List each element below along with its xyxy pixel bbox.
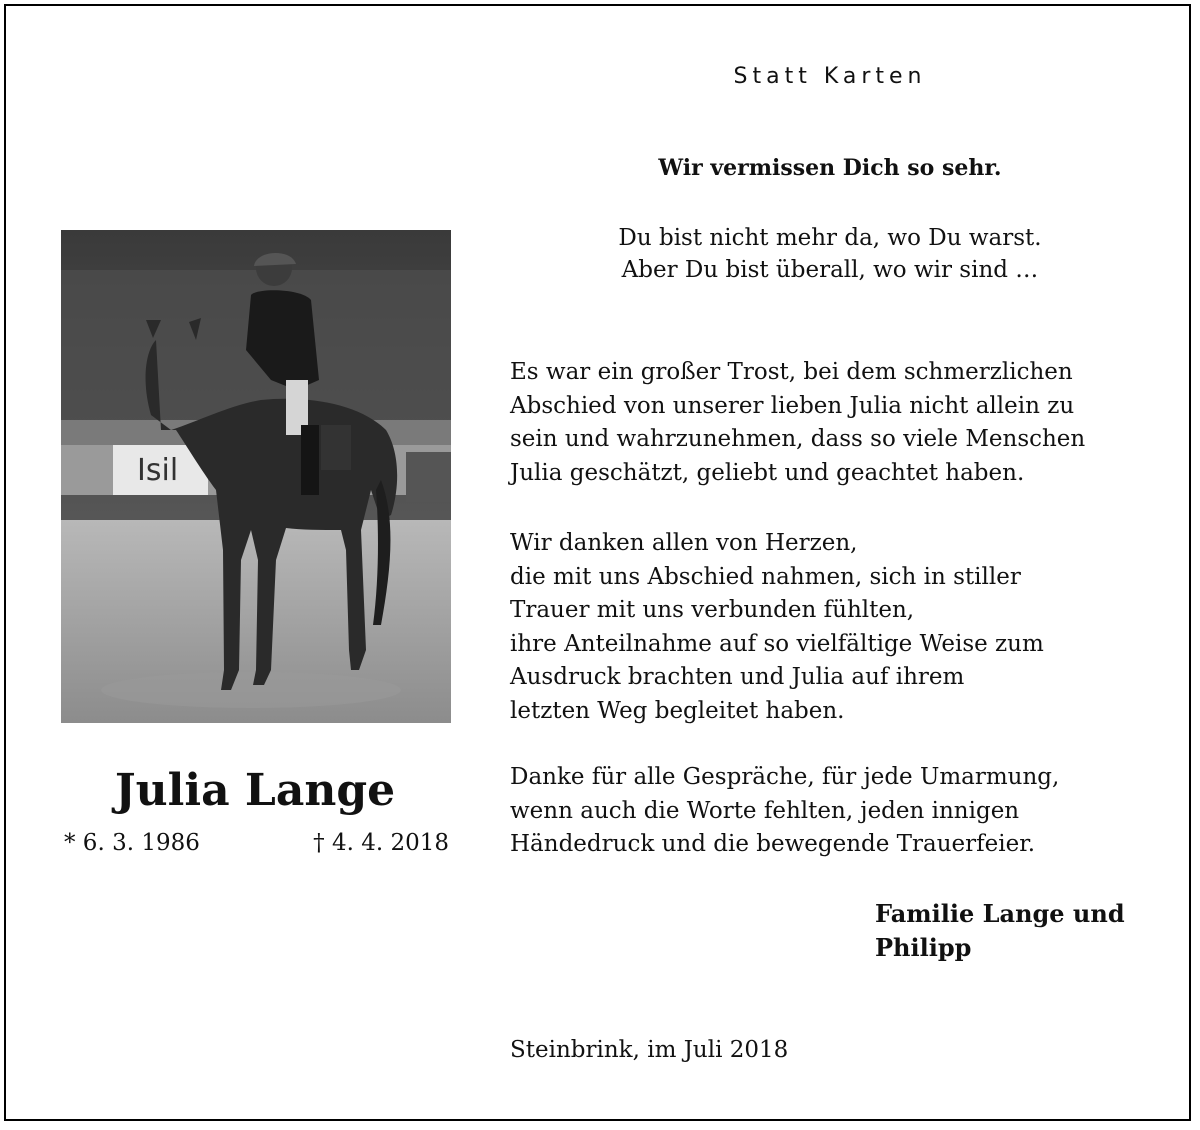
signature-line: Philipp [875,933,972,962]
deceased-name: Julia Lange [114,765,396,816]
text-line: Trauer mit uns verbunden fühlten, [510,597,915,623]
paragraph-thanks-all [510,527,1170,728]
paragraph-thanks-comfort [510,356,1170,490]
text-line: ihre Anteilnahme auf so vielfältige Weise zum [510,630,1044,657]
death-date: † 4. 4. 2018 [313,830,449,856]
birth-date: * 6. 3. 1986 [64,830,200,856]
paragraph-thanks-conversations [510,761,1170,862]
text-line: Julia geschätzt, geliebt und geachtet haben. [510,459,1025,486]
text-line: die mit uns Abschied nahmen, sich in stiller [510,563,1021,590]
memorial-quote [510,222,1150,286]
text-line: Wir danken allen von Herzen, [510,530,858,556]
text-line: Ausdruck brachten und Julia auf ihrem [510,664,965,690]
photo-banner-text: Isil [137,453,179,488]
text-line: Händedruck und die bewegende Trauerfeier. [510,831,1036,857]
text-line: wenn auch die Worte fehlten, jeden innigen [510,797,1020,824]
text-line: Abschied von unserer lieben Julia nicht allein zu [510,392,1075,419]
quote-line: Aber Du bist überall, wo wir sind … [621,257,1039,283]
quote-line: Du bist nicht mehr da, wo Du warst. [618,225,1042,251]
text-line: letzten Weg begleitet haben. [510,697,845,724]
portrait-photo [61,230,451,723]
header-statt-karten: Statt Karten [733,64,927,89]
text-line: Danke für alle Gespräche, für jede Umarmung, [510,764,1060,790]
place-and-date: Steinbrink, im Juli 2018 [510,1037,789,1063]
text-line: Es war ein großer Trost, bei dem schmerzlichen [510,359,1073,385]
signature-line: Familie Lange und [875,899,1125,928]
motto-heading: Wir vermissen Dich so sehr. [658,155,1002,181]
text-line: sein und wahrzunehmen, dass so viele Menschen [510,426,1086,452]
family-signature [875,897,1175,965]
